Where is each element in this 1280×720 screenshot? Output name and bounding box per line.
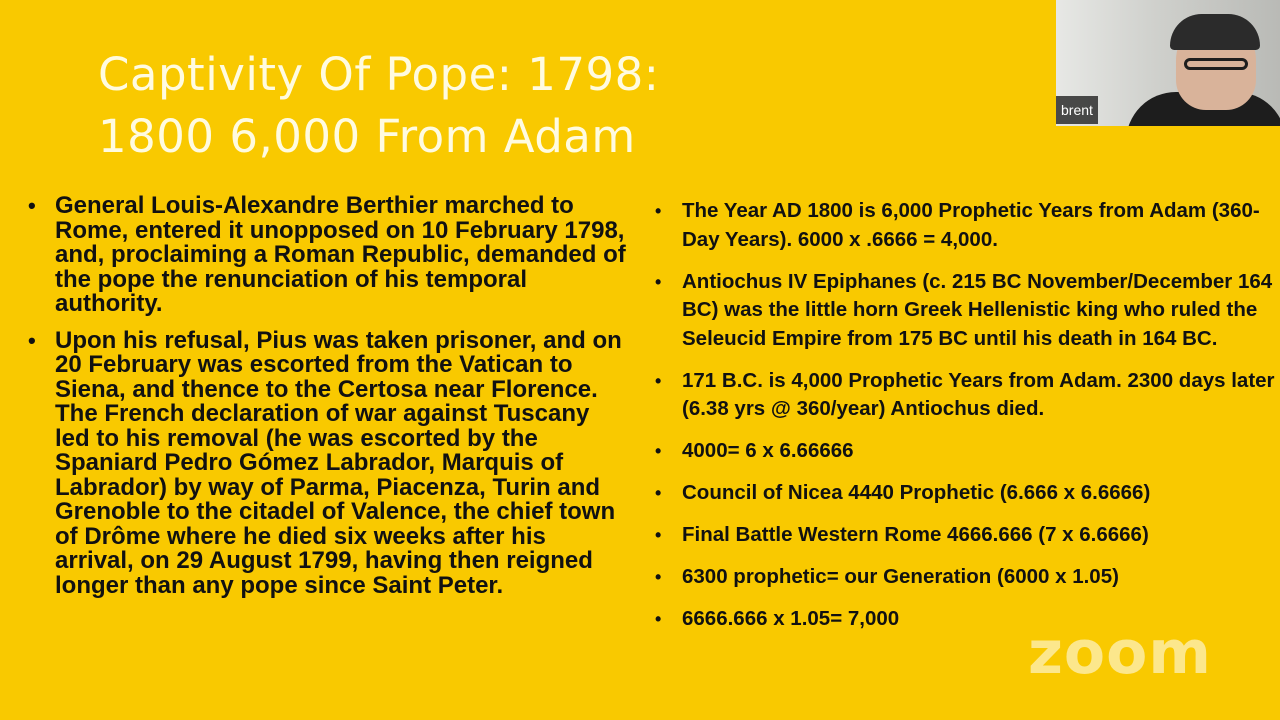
left-bullet-text: Upon his refusal, Pius was taken prisoner, and on 20 February was escorted from the Vatican to Siena, and thence to the Certosa near Florence. The French declaration of war against Tuscany led to his removal (he was escorted by the Spaniard Pedro Gómez Labrador, Marquis of Labrador) by way of Parma, Piacenza, Turin and Grenoble to the citadel of Valence, the chief town of Drôme where he died six weeks after his arrival, on 29 August 1799, having then reigned longer than any pope since Saint Peter. [55,326,622,599]
right-bullet-text: Antiochus IV Epiphanes (c. 215 BC November/December 164 BC) was the little horn Greek Hellenistic king who ruled the Seleucid Empire from 175 BC until his death in 164 BC. [682,269,1273,350]
right-bullet-item [655,367,1275,424]
right-bullet-text: Final Battle Western Rome 4666.666 (7 x 6.6666) [682,523,1149,546]
slide-title-line-2: 1800 6,000 From Adam [98,110,636,163]
right-bullet-text: Council of Nicea 4440 Prophetic (6.666 x 6.6666) [682,481,1151,504]
right-bullet-text: 6300 prophetic= our Generation (6000 x 1.05) [682,565,1119,588]
bullet-icon: • [655,441,662,461]
participant-glasses [1184,58,1248,70]
right-bullet-item [655,479,1275,508]
right-bullet-item [655,437,1275,466]
zoom-logo-watermark: zoom [1028,618,1212,688]
bullet-icon: • [655,201,662,221]
bullet-icon: • [655,370,662,391]
left-bullet-text: General Louis-Alexandre Berthier marched to Rome, entered it unopposed on 10 February 1798, and, proclaiming a Roman Republic, demanded of the pope the renunciation of his temporal authority. [55,192,626,317]
bullet-icon: • [655,483,662,503]
bullet-icon: • [655,525,662,545]
right-bullet-text: 6666.666 x 1.05= 7,000 [682,607,900,630]
right-bullet-list [655,197,1275,647]
right-bullet-text: 171 B.C. is 4,000 Prophetic Years from Adam. 2300 days later (6.38 yrs @ 360/year) Antiochus died. [682,368,1275,420]
slide-title [98,44,659,168]
left-bullet-item [28,194,628,317]
right-bullet-item [655,563,1275,592]
bullet-icon: • [655,271,662,292]
participant-cap [1170,14,1260,50]
left-bullet-list [28,194,628,610]
right-bullet-text: The Year AD 1800 is 6,000 Prophetic Years from Adam (360-Day Years). 6000 x .6666 = 4,000. [682,199,1260,251]
right-bullet-item [655,268,1275,354]
participant-name-label: brent [1056,96,1098,124]
bullet-icon: • [655,609,662,629]
right-bullet-item [655,197,1275,254]
participant-video-tile[interactable] [1056,0,1280,126]
slide-title-line-1: Captivity Of Pope: 1798: [98,48,660,101]
right-bullet-text: 4000= 6 x 6.66666 [682,439,854,462]
bullet-icon: • [655,567,662,587]
bullet-icon: • [28,193,36,218]
right-bullet-item [655,521,1275,550]
bullet-icon: • [28,327,36,353]
left-bullet-item [28,326,628,599]
